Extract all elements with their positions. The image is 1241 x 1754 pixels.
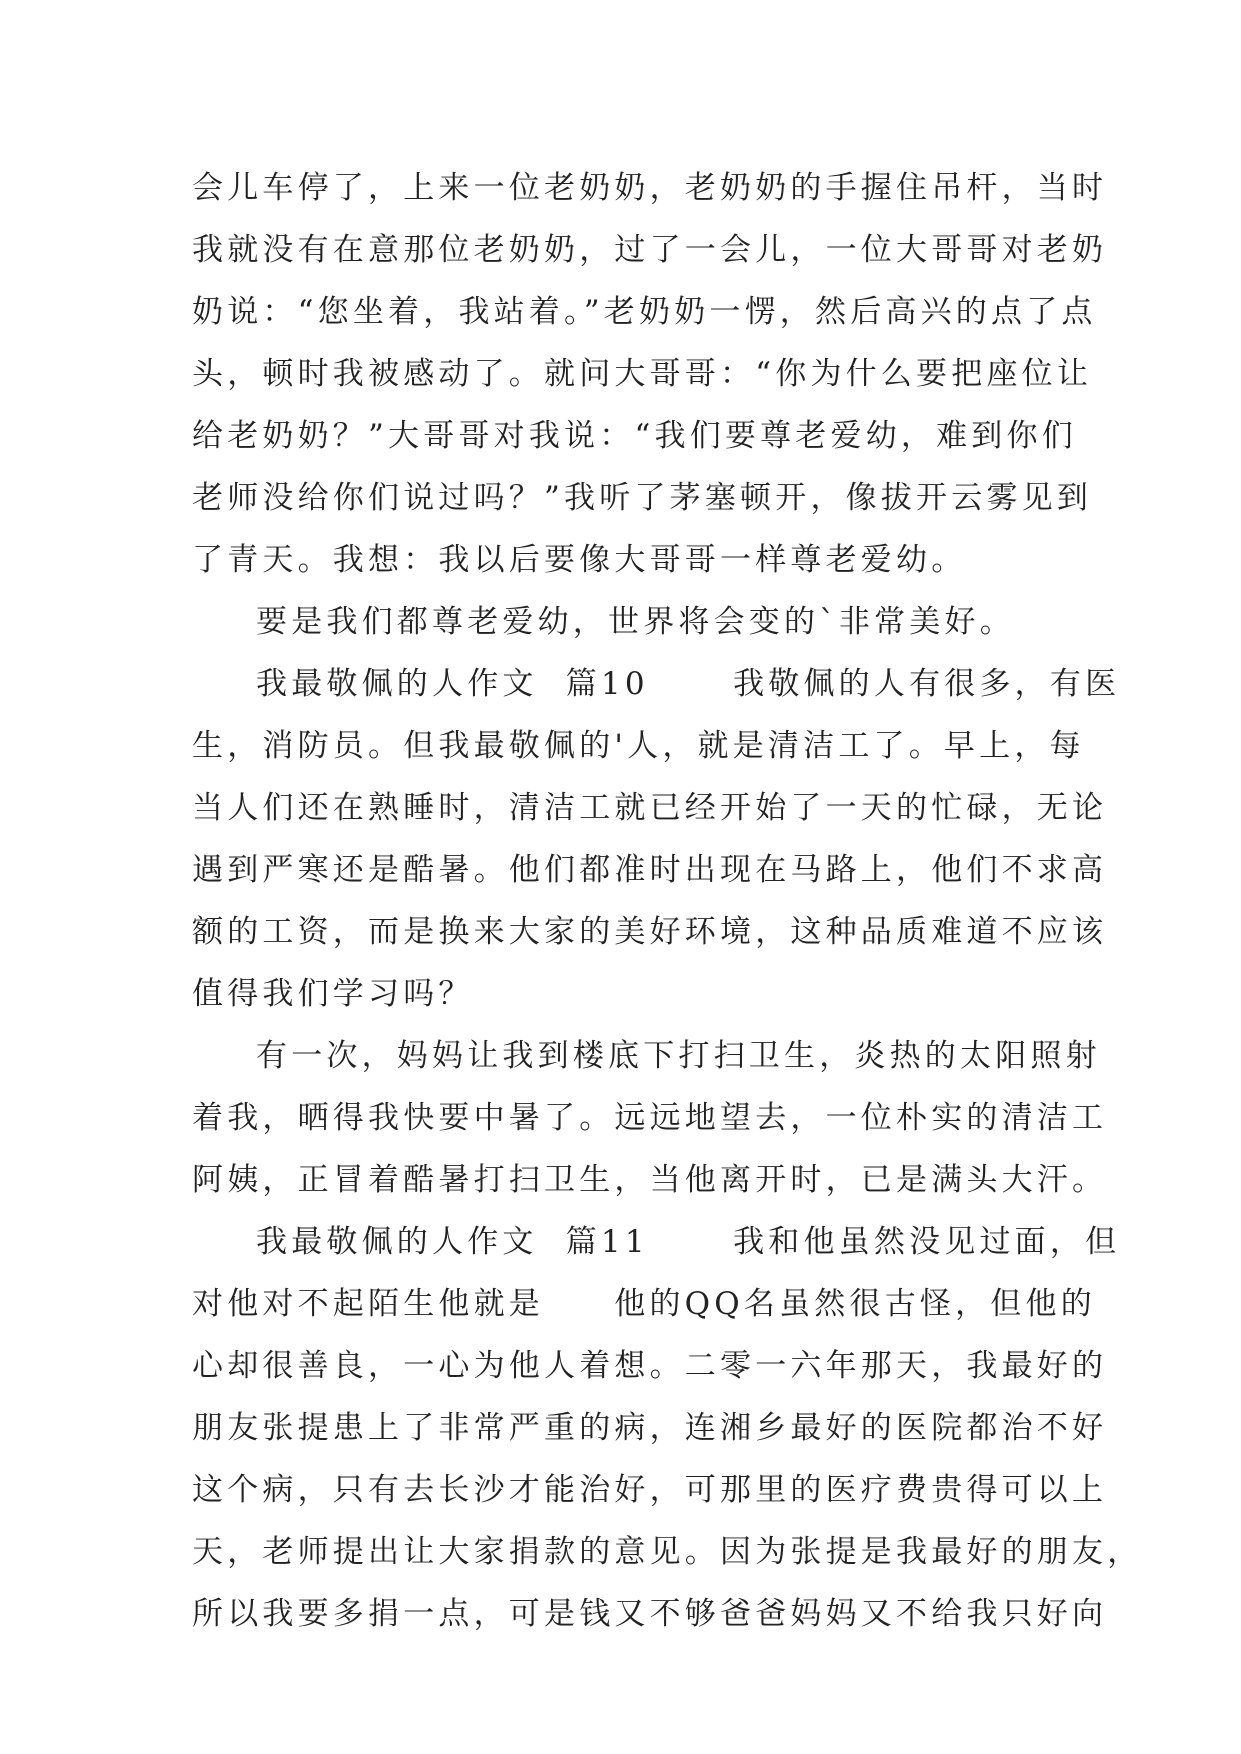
text-line: 给老奶奶？”大哥哥对我说：“我们要尊老爱幼，难到你们: [192, 418, 1077, 454]
text-line: 阿姨，正冒着酷暑打扫卫生，当他离开时，已是满头大汗。: [192, 1162, 1108, 1198]
paragraph-start-line: 有一次，妈妈让我到楼底下打扫卫生，炎热的太阳照射: [256, 1038, 1101, 1074]
document-body: [192, 157, 1143, 1645]
text-line: 当人们还在熟睡时，清洁工就已经开始了一天的忙碌，无论: [192, 790, 1108, 826]
text-line: 额的工资，而是换来大家的美好环境，这种品质难道不应该: [192, 914, 1108, 950]
text-line: 头，顿时我被感动了。就问大哥哥：“你为什么要把座位让: [192, 356, 1093, 392]
text-line: 着我，晒得我快要中暑了。远远地望去，一位朴实的清洁工: [192, 1100, 1108, 1136]
text-line: 遇到严寒还是酷暑。他们都准时出现在马路上，他们不求高: [192, 852, 1108, 888]
text-line: 值得我们学习吗？: [192, 976, 474, 1012]
essay-heading-line: 我最敬佩的人作文 篇10 我敬佩的人有很多，有医: [256, 666, 1121, 702]
text-line: 了青天。我想：我以后要像大哥哥一样尊老爱幼。: [192, 542, 967, 578]
text-line: 老师没给你们说过吗？”我听了茅塞顿开，像拔开云雾见到: [192, 480, 1093, 516]
text-line: 这个病，只有去长沙才能治好，可那里的医疗费贵得可以上: [192, 1472, 1108, 1508]
essay-heading-line: 我最敬佩的人作文 篇11 我和他虽然没见过面，但: [256, 1224, 1121, 1260]
text-line: 对他对不起陌生他就是 他的QQ名虽然很古怪，但他的: [192, 1286, 1096, 1322]
text-line: 天，老师提出让大家捐款的意见。因为张提是我最好的朋友，: [192, 1534, 1143, 1570]
text-line: 朋友张提患上了非常严重的病，连湘乡最好的医院都治不好: [192, 1410, 1108, 1446]
paragraph-start-line: 要是我们都尊老爱幼，世界将会变的`非常美好。: [256, 604, 1015, 640]
text-line: 心却很善良，一心为他人着想。二零一六年那天，我最好的: [192, 1348, 1108, 1384]
text-line: 我就没有在意那位老奶奶，过了一会儿，一位大哥哥对老奶: [192, 232, 1108, 268]
text-line: 奶说：“您坐着，我站着。”老奶奶一愣，然后高兴的点了点: [192, 294, 1097, 330]
text-line: 会儿车停了，上来一位老奶奶，老奶奶的手握住吊杆，当时: [192, 170, 1108, 206]
text-line: 所以我要多捐一点，可是钱又不够爸爸妈妈又不给我只好向: [192, 1596, 1108, 1632]
text-line: 生，消防员。但我最敬佩的'人，就是清洁工了。早上，每: [192, 728, 1085, 764]
